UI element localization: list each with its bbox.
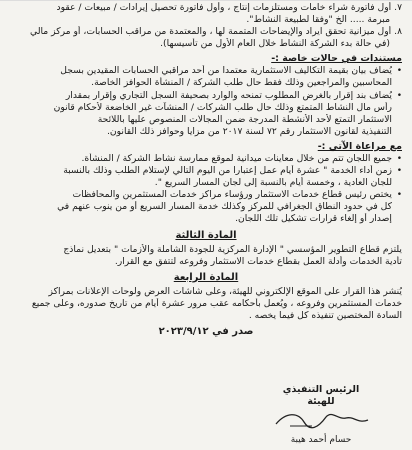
- list-item-line: المحاسبين والمراجعين وذلك فقط حال طلب الشركة / المنشأة الحوافز الخاصة.: [91, 77, 392, 89]
- article-line: يُنشر هذا القرار على الموقع الإلكتروني للهيئة، وعلى شاشات العرض ولوحات الإعلانات بمراكز: [48, 285, 402, 297]
- list-item-text: [10, 189, 392, 225]
- handwritten-signature: [246, 408, 396, 430]
- article-line: يلتزم قطاع التطوير المؤسسي " الإدارة المركزية للجودة الشاملة والأزمات " بتعديل نماذج: [63, 243, 402, 255]
- scan-edge: [0, 0, 412, 1]
- bullet-icon: •: [396, 66, 402, 77]
- list-item-line: يُضاف بند إقرار بالغرض المطلوب تمنحه والوارد بصحيفة السجل التجاري وإقرار بمقدار: [65, 89, 392, 101]
- list-item-line: يُضاف بيان بقيمة التكاليف الاستثمارية معتمدا من أحد مراقبي الحسابات المقيدين بسجل: [60, 65, 392, 77]
- signatory-name: حسام أحمد هيبة: [290, 435, 352, 445]
- list-item-line: رأس مال النشاط المتمتع وذلك حال طلب الشركات / المنشآت غير الخاضعة لأحكام قانون: [53, 101, 392, 113]
- list-item: [10, 153, 402, 165]
- list-item-line: جميع اللجان تتم من خلال معاينات ميدانية لموقع ممارسة نشاط الشركة / المنشأة.: [81, 152, 392, 164]
- special-docs-heading: مستندات في حالات خاصة :-: [271, 53, 402, 65]
- article-3-title: المادة الثالثة: [175, 229, 237, 241]
- bullet-icon: •: [396, 166, 402, 177]
- article-3-body: [10, 244, 402, 268]
- list-item: [10, 65, 402, 89]
- list-item-line: إصدار أو إلغاء قرارات تشكيل تلك اللجان.: [235, 213, 392, 225]
- list-item: [10, 165, 402, 189]
- signature-block: [246, 384, 396, 446]
- article-4-title: المادة الرابعة: [173, 271, 239, 283]
- list-item-text: [10, 165, 392, 189]
- document-body: [10, 2, 402, 339]
- list-item-text: [10, 65, 392, 89]
- considerations-heading: مع مراعاة الآتي :-: [317, 140, 402, 152]
- list-item-text: [10, 90, 392, 138]
- issue-date: صدر في ٢٠٢٣/٩/١٢: [158, 325, 254, 337]
- list-item-line: الاستثمار التمتع لأحد الأنشطة المدرجة ضمن المجالات المنصوص عليها باللائحة: [97, 113, 392, 125]
- article-4-body: [10, 286, 402, 322]
- list-item-line: زمن أداء الخدمة " عشرة أيام عمل إعتبارا من اليوم التالي لإستلام الطلب وذلك بالنسبة: [63, 165, 392, 177]
- special-docs-list: [10, 65, 402, 138]
- top-item-line: (في حالة بدء الشركة النشاط خلال العام الأول من تأسيسها).: [160, 38, 390, 50]
- list-item-line: يختص رئيس قطاع خدمات الاستثمار ورؤساء مراكز خدمات المستثمرين والمحافظات: [72, 189, 392, 201]
- top-item-line: مبرمة ..... الخ "وفقا لطبيعة النشاط".: [246, 14, 390, 26]
- bullet-icon: •: [396, 190, 402, 201]
- top-items: [10, 2, 402, 50]
- bullet-icon: •: [396, 153, 402, 164]
- list-item-line: التنفيذية لقانون الاستثمار رقم ٧٢ لسنة ٢٠١٧ من مزايا وحوافز ذلك القانون.: [106, 125, 392, 137]
- list-item-line: للجان العادية ، وخمسة أيام بالنسبة إلى لجان المسار السريع ".: [154, 177, 392, 189]
- top-item-line: ٧. أول فاتورة شراء خامات ومستلزمات إنتاج ، وأول فاتورة تحصيل إيرادات / مبيعات / عقود: [56, 2, 402, 13]
- list-item: [10, 189, 402, 225]
- considerations-list: [10, 153, 402, 226]
- list-item: [10, 90, 402, 138]
- signatory-title: الرئيس التنفيذي: [282, 384, 360, 395]
- article-line: السادة المختصين تنفيذه كل فيما يخصه .: [248, 309, 402, 321]
- article-line: خدمات المستثمرين وفروعه ، ويُعمل بأحكامه عقب مرور عشرة أيام من تاريخ صدوره، وعلى جميع: [31, 297, 402, 309]
- bullet-icon: •: [396, 90, 402, 101]
- article-line: تأدية الخدمات وأدلة العمل بقطاع خدمات الاستثمار وفروعه لتتفق مع القرار.: [114, 255, 402, 267]
- signatory-title-line-2: للهيئة: [307, 396, 335, 407]
- top-item-line: ٨. أول ميزانية تحقق ايراد والإيضاحات المتممة لها ، والمعتمدة من مراقب الحسابات، أو مركز مالي: [30, 26, 402, 38]
- list-item-line: كل في حدود النطاق الجغرافي للمركز وكذلك خدمة المسار السريع أو من ينوب عنهم في: [57, 201, 392, 213]
- list-item-text: [10, 153, 392, 165]
